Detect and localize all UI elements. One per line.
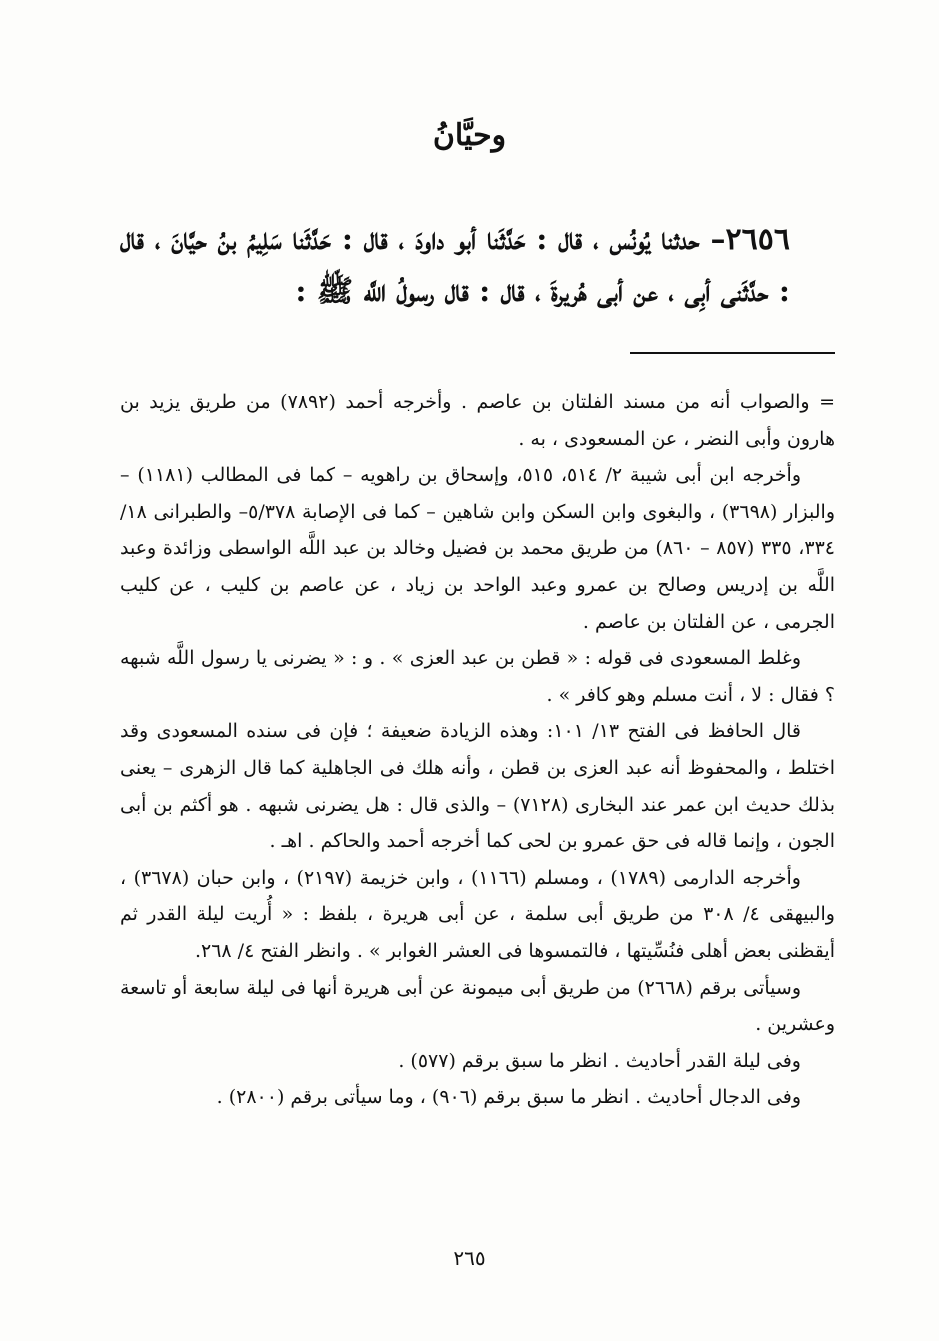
footnote-paragraph: وغلط المسعودى فى قوله : « قطن بن عبد العزى » . و : « يضرنى يا رسول اللَّه شبهه ؟ فقال : لا ، أنت مسلم وهو كافر » .	[120, 647, 835, 706]
footnote-paragraph: = والصواب أنه من مسند الفلتان بن عاصم . وأخرجه أحمد (٧٨٩٢) من طريق يزيد بن هارون وأبى النضر ، عن المسعودى ، به .	[120, 391, 835, 450]
chapter-heading: وحيَّانُ	[432, 118, 507, 153]
hadith-number: ٢٦٥٦–	[710, 222, 790, 257]
hadith-paragraph	[120, 214, 790, 318]
footnote-paragraph: وفى الدجال أحاديث . انظر ما سبق برقم (٩٠٦) ، وما سيأتى برقم (٢٨٠٠) .	[216, 1086, 801, 1109]
footnote-paragraph: وأخرجه ابن أبى شيبة ٢/ ٥١٤، ٥١٥، وإسحاق بن راهويه – كما فى المطالب (١١٨١) – والبزار (٣٦٩٨) ، والبغوى وابن السكن وابن شاهين – كما فى الإصابة ٥/٣٧٨– والطبرانى ١٨/ ٣٣٤، ٣٣٥ (٨٥٧ – ٨٦٠) من طريق محمد بن فضيل وخالد بن عبد اللَّه الواسطى وزائدة وعبد اللَّه بن إدريس وصالح بن عمرو وعبد الواحد بن زياد ، عن عاصم بن كليب ، عن كليب الجرمى ، عن الفلتان بن عاصم .	[120, 464, 836, 633]
footnote-paragraph: وأخرجه الدارمى (١٧٨٩) ، ومسلم (١١٦٦) ، وابن خزيمة (٢١٩٧) ، وابن حبان (٣٦٧٨) ، والبيهقى ٤/ ٣٠٨ من طريق أبى سلمة ، عن أبى هريرة ، بلفظ : « أُريت ليلة القدر ثم أيقظنى بعض أهلى فنُسِّيتها ، فالتمسوها فى العشر الغوابر » . وانظر الفتح ٤/ ٢٦٨.	[120, 866, 835, 962]
hadith-text: حدثنا يُونُس ، قال : حَدَّثَنا أبو داودَ ، قال : حَدَّثَنا سَلِيمُ بنُ حيَّانَ ، قال : حدَّثَنى أبِى ، عن أبى هُريرةَ ، قال : قال رسولُ اللَّه ﷺ :	[120, 222, 790, 309]
footnotes-block	[120, 384, 835, 1116]
footnote-paragraph: قال الحافظ فى الفتح ١٣/ ١٠١: وهذه الزيادة ضعيفة ؛ فإن فى سنده المسعودى وقد اختلط ، والمحفوظ أنه عبد العزى بن قطن ، وأنه هلك فى الجاهلية كما قال الزهرى – يعنى بذلك حديث ابن عمر عند البخارى (٧١٢٨) – والذى قال : هل يضرنى شبهه . هو أكثم بن أبى الجون ، وإنما قاله فى حق عمرو بن لحى كما أخرجه أحمد والحاكم . اهـ .	[120, 720, 835, 853]
page-number: ٢٦٥	[453, 1246, 486, 1270]
footnote-separator	[630, 352, 835, 354]
footnote-paragraph: وسيأتى برقم (٢٦٦٨) من طريق أبى ميمونة عن أبى هريرة أنها فى ليلة سابعة أو تاسعة وعشرين .	[120, 976, 835, 1036]
footnote-paragraph: وفى ليلة القدر أحاديث . انظر ما سبق برقم (٥٧٧) .	[398, 1049, 801, 1072]
